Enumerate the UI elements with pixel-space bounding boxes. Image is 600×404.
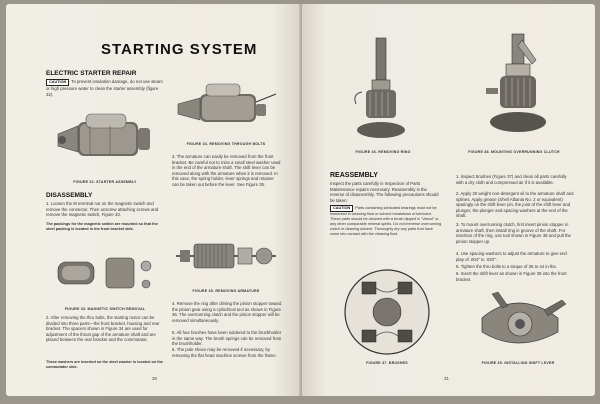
- open-manual: [6, 4, 595, 400]
- figure-37-caption: FIGURE 37. BRUSHES: [366, 361, 408, 365]
- washers-note: These washers are inserted so the steel washer is located on the commutator side.: [46, 360, 163, 369]
- section-heading-disassembly: DISASSEMBLY: [46, 192, 93, 199]
- magnetic-switch-illustration: [50, 244, 160, 304]
- packings-note: The packings for the magnetic switch are mounted so that the steel packing is located in the front bracket side.: [46, 222, 158, 231]
- left-page: [6, 4, 302, 396]
- brushes-illustration: [332, 266, 442, 358]
- disassembly-step-4: 4. Remove the ring after driving the pinion stopper toward the pinion gear using a cylindrical tool as shown in Figure 36. The overrunning clutch and the pinion stopper will be removed simultaneously.: [172, 301, 282, 323]
- reassembly-step-2: 2. Apply 20 weight non-detergent oil to the armature shaft and splines. Apply grease (Shell Albania No. 2 or equivalent) sparingly on the shift lever pin, the joint of the shift lever and plunger, the plunger and spacing washers at the end of the shaft.: [456, 191, 574, 219]
- page-number-right: 31: [444, 376, 450, 381]
- disassembly-step-2: 2. After removing the thru bolts, the starting motor can be divided into three parts—the front bracket, housing and rear bracket. The spacers shown in Figure 34 are used for adjustment of the thrust gap of the armature shaft and are placed between the rear bracket and the commutator.: [46, 315, 160, 343]
- caution-label: CAUTION: [46, 79, 69, 86]
- through-bolts-illustration: [172, 76, 280, 138]
- page-title: STARTING SYSTEM: [101, 41, 258, 58]
- caution-text: To prevent insulation damage, do not use steam or high pressure water to clean the starter assembly (figure 32).: [46, 79, 163, 97]
- figure-36-caption: FIGURE 36. REMOVING RING: [355, 150, 411, 154]
- disassembly-step-3: 3. The armature can easily be removed from the front bracket. Be careful not to miss a small steel washer used in the end of the armature shaft. The shift lever can be removed along with the armature when it is removed. In this case, the spring holder, lever springs and retainer can be taken out before the lever. See Figure 35.: [172, 154, 281, 187]
- reassembly-step-6: 6. Insert the shift lever as shown in Figure 39 into the front bracket.: [456, 271, 567, 282]
- figure-38-caption: FIGURE 38. MOUNTING OVERRUNNING CLUTCH: [468, 150, 560, 154]
- caution-text-right: Parts containing lubricated bearings must not be immersed in cleaning fluid or solvent breakdown of lubricant. These parts should be cleaned with a brush dipped in "Varsol" or any other comparable mineral spirits. Do not immerse overrunning clutch in cleaning solvent. Thoroughly dry any parts that have come into contact with the cleaning fluid.: [330, 206, 442, 236]
- section-heading-reassembly: REASSEMBLY: [330, 172, 378, 179]
- page-number-left: 30: [152, 376, 158, 381]
- right-page: [302, 4, 595, 396]
- disassembly-step-1: 1. Loosen the M terminal nut on the magnetic switch and remove the connector. Then unscrew attaching screws and remove the magnetic switch, Figure 33.: [46, 201, 159, 218]
- figure-32-caption: FIGURE 32. STARTER ASSEMBLY: [73, 180, 137, 184]
- removing-ring-illustration: [350, 34, 416, 144]
- reassembly-caution-block: [330, 205, 442, 237]
- reassembly-intro: Inspect the parts carefully in Inspection of Parts Maintenance repairs necessary. Reassembly is the reverse of disassembly. The following precautions should be taken:: [330, 181, 439, 203]
- overrunning-clutch-illustration: [482, 30, 554, 146]
- section-heading-electric-starter: ELECTRIC STARTER REPAIR: [46, 70, 137, 77]
- armature-illustration: [172, 230, 280, 282]
- caution-block: [46, 79, 164, 97]
- figure-33-caption: FIGURE 33. MAGNETIC SWITCH REMOVAL: [64, 307, 146, 311]
- reassembly-step-4: 4. Use spacing washers to adjust the armature to give end play of .004" to .020".: [456, 251, 567, 262]
- caution-label-right: CAUTION: [330, 205, 353, 212]
- reassembly-step-3: 3. To mount overrunning clutch, first insert pinion stopper in armature shaft, then install ring in groove of the shaft. For insertion of the ring, use tool shown in Figure 38 and pull the pinion stopper up.: [456, 222, 571, 244]
- reassembly-step-5: 5. Tighten the thru bolts to a torque of 35 to 44 in-lbs.: [456, 264, 557, 269]
- disassembly-step-6: 6. The pole shoes may be removed if necessary, by removing the flat head machine screws from the frame.: [172, 347, 277, 358]
- figure-39-caption: FIGURE 39. INSTALLING SHIFT LEVER: [481, 361, 555, 365]
- disassembly-step-5: 5. All four brushes have been soldered to the brushholder in the same way. The brush springs can be removed from the brushholder.: [172, 330, 282, 347]
- reassembly-step-1: 1. Inspect brushes (Figure 37) and clean all parts carefully with a dry cloth and compressed air if it is available.: [456, 174, 567, 185]
- shift-lever-illustration: [462, 288, 574, 358]
- figure-35-caption: FIGURE 35. REMOVING ARMATURE: [192, 289, 260, 293]
- figure-34-caption: FIGURE 34. REMOVING THROUGH BOLTS: [186, 142, 266, 146]
- starter-assembly-illustration: [50, 104, 160, 174]
